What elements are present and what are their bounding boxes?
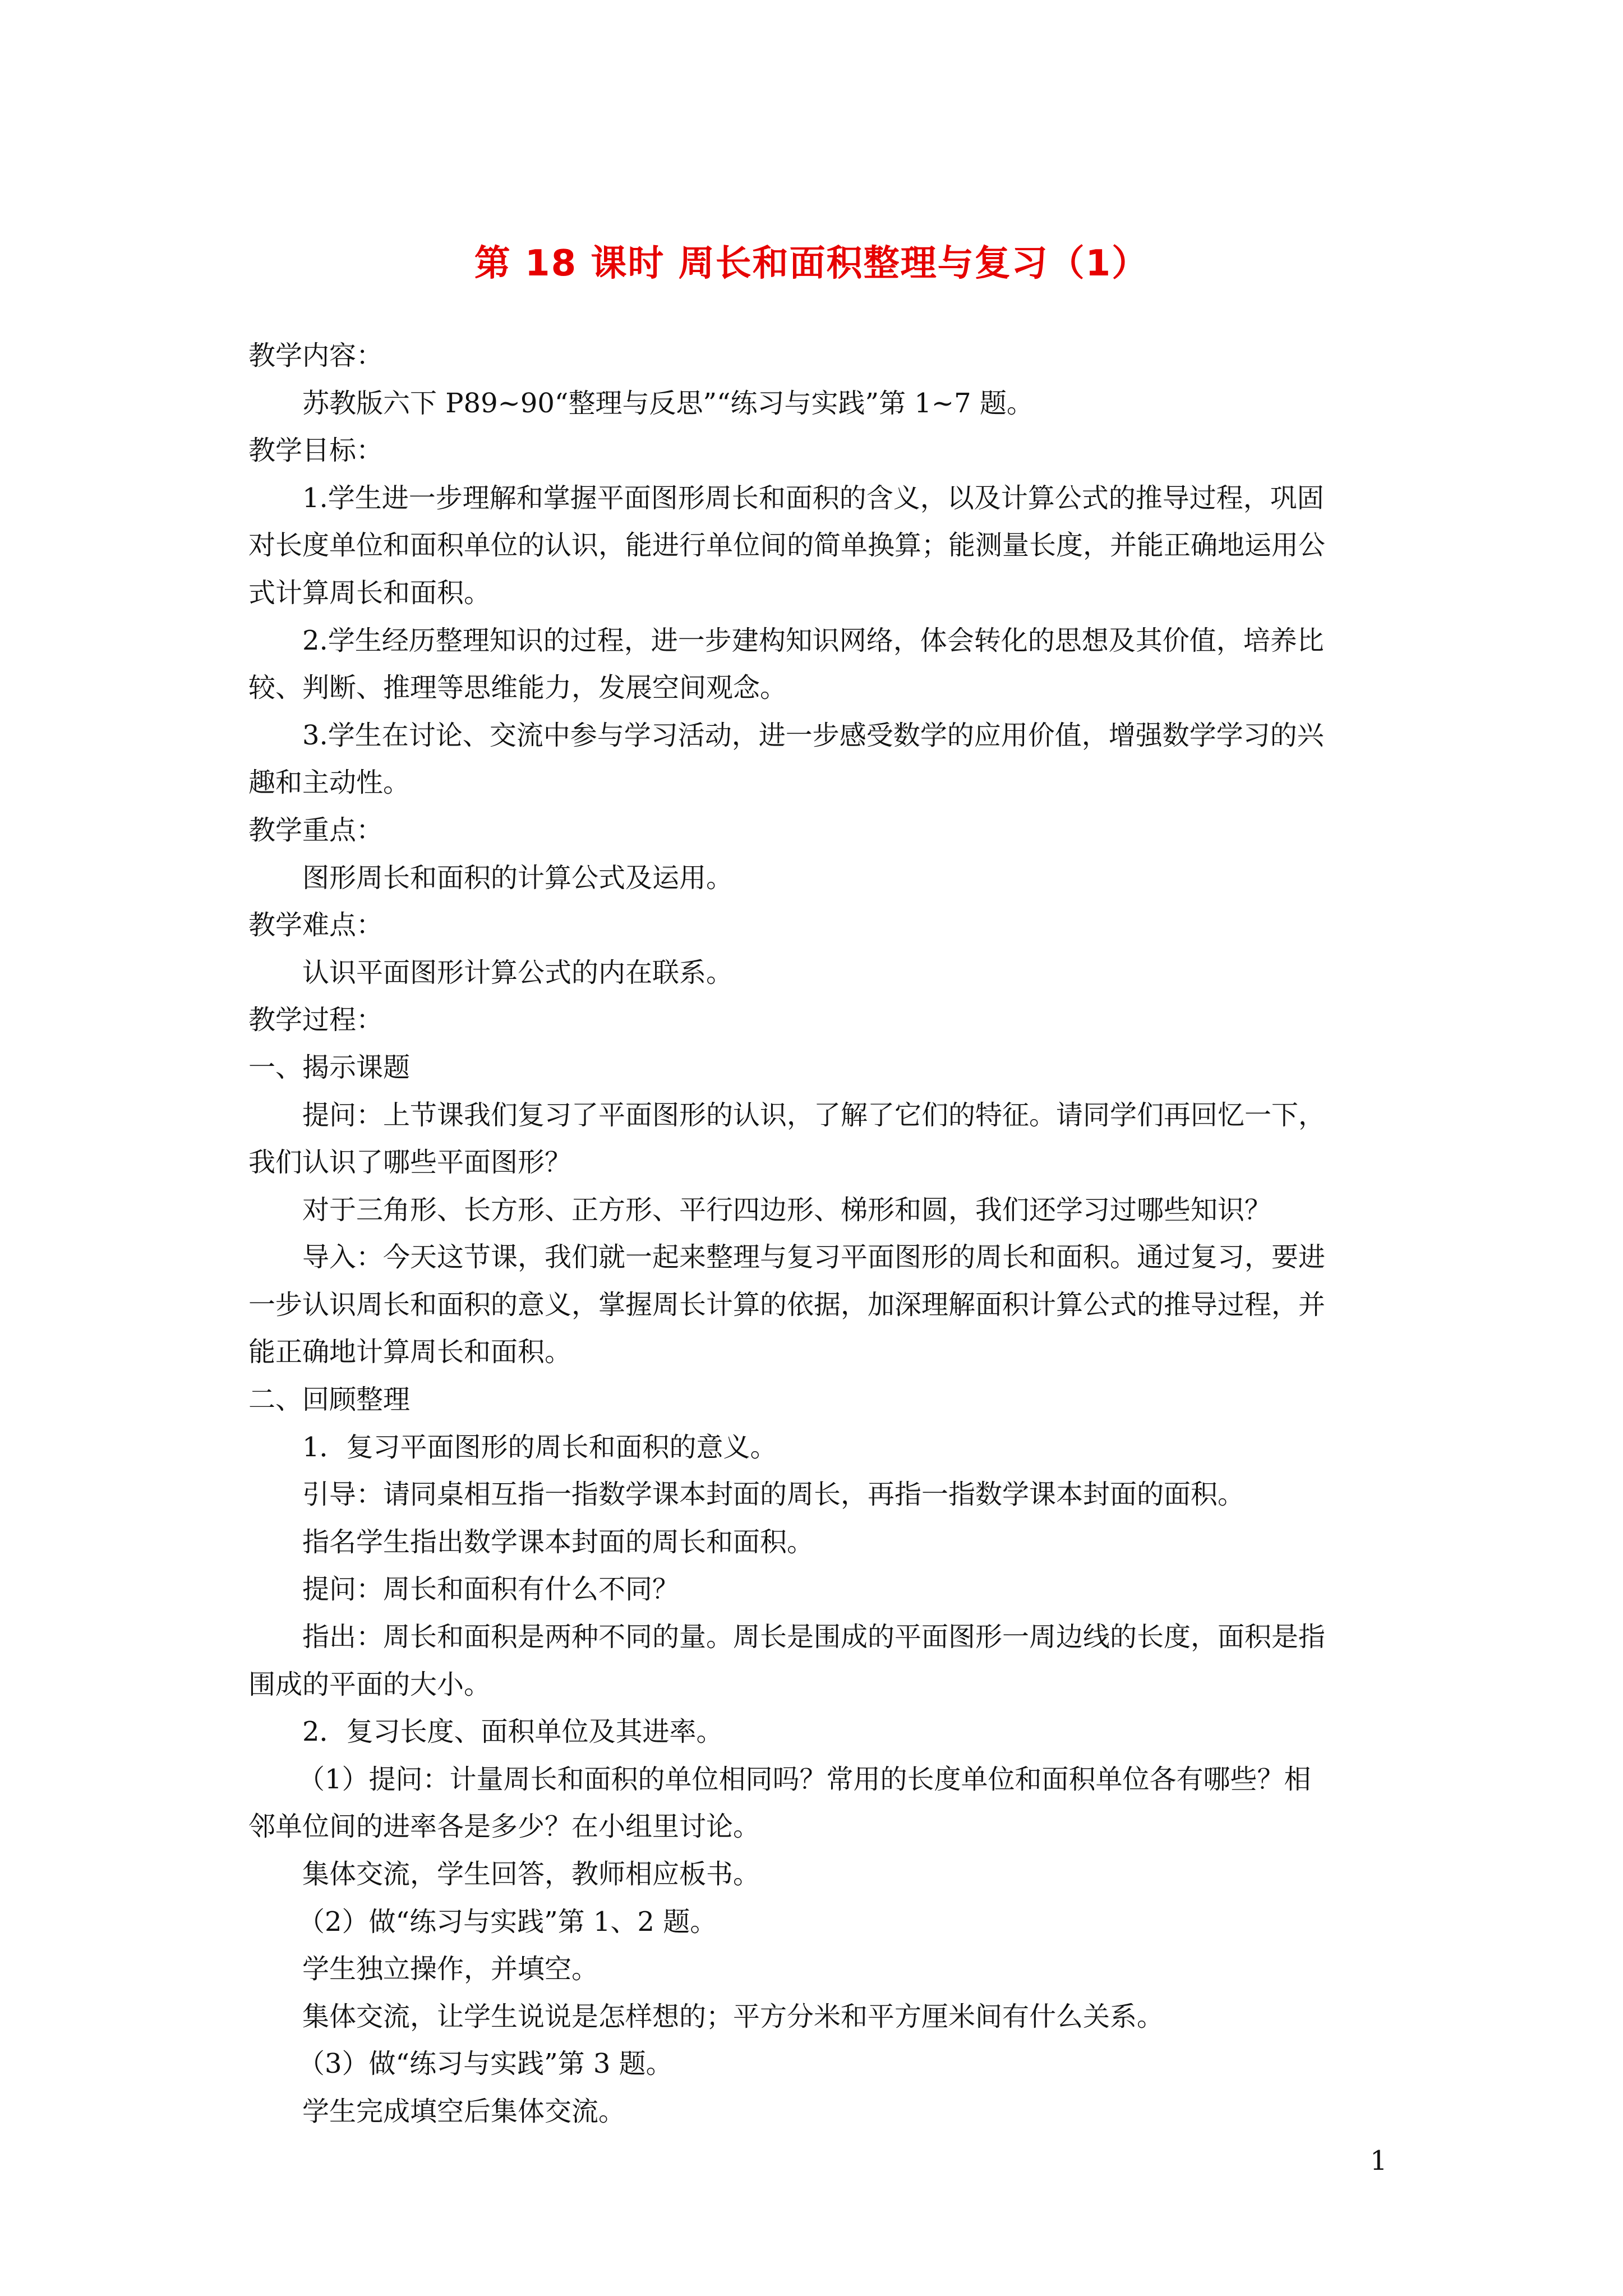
paragraph-line: 我们认识了哪些平面图形？ [248,1147,572,1179]
paragraph-line: 引导：请同桌相互指一指数学课本封面的周长，再指一指数学课本封面的面积。 [302,1479,1245,1511]
section-heading: 教学目标： [248,435,384,467]
section-heading: 教学难点： [248,909,384,941]
paragraph-line: 2.学生经历整理知识的过程，进一步建构知识网络，体会转化的思想及其价值，培养比 [302,624,1324,656]
paragraph-line: 指出：周长和面积是两种不同的量。周长是围成的平面图形一周边线的长度，面积是指 [302,1621,1326,1653]
paragraph-line: 集体交流，学生回答，教师相应板书。 [302,1858,760,1890]
paragraph-line: 趣和主动性。 [248,767,411,799]
section-heading: 教学内容： [248,340,384,371]
paragraph-line: 图形周长和面积的计算公式及运用。 [302,862,734,894]
document-title: 第 18 课时 周长和面积整理与复习（1） [474,243,1149,284]
paragraph-line: 能正确地计算周长和面积。 [248,1336,572,1368]
paragraph-line: 集体交流，让学生说说是怎样想的；平方分米和平方厘米间有什么关系。 [302,2000,1164,2032]
paragraph-line: 较、判断、推理等思维能力，发展空间观念。 [248,672,787,704]
paragraph-line: 围成的平面的大小。 [248,1668,491,1700]
paragraph-line: 认识平面图形计算公式的内在联系。 [302,956,734,988]
paragraph-line: 3.学生在讨论、交流中参与学习活动，进一步感受数学的应用价值，增强数学学习的兴 [302,719,1324,751]
paragraph-line: （2）做“练习与实践”第 1、2 题。 [298,1906,717,1938]
paragraph-line: 指名学生指出数学课本封面的周长和面积。 [302,1526,814,1558]
paragraph-line: 一步认识周长和面积的意义，掌握周长计算的依据，加深理解面积计算公式的推导过程，并 [248,1289,1326,1320]
paragraph-line: （1）提问：计量周长和面积的单位相同吗？常用的长度单位和面积单位各有哪些？相 [298,1763,1311,1795]
paragraph-line: 1.学生进一步理解和掌握平面图形周长和面积的含义，以及计算公式的推导过程，巩固 [302,482,1324,514]
paragraph-line: 2．复习长度、面积单位及其进率。 [302,1716,723,1748]
paragraph-line: 学生独立操作，并填空。 [302,1953,599,1985]
paragraph-line: 学生完成填空后集体交流。 [302,2095,626,2127]
paragraph-line: 邻单位间的进率各是多少？在小组里讨论。 [248,1811,760,1843]
section-heading: 教学重点： [248,814,384,846]
paragraph-line: 1．复习平面图形的周长和面积的意义。 [302,1431,777,1463]
paragraph-line: 提问：周长和面积有什么不同？ [302,1573,680,1605]
paragraph-line: 提问：上节课我们复习了平面图形的认识，了解了它们的特征。请同学们再回忆一下， [302,1099,1326,1131]
paragraph-line: 导入：今天这节课，我们就一起来整理与复习平面图形的周长和面积。通过复习，要进 [302,1241,1326,1273]
document-body [248,332,1393,2136]
section-heading: 教学过程： [248,1004,384,1036]
paragraph-line: 苏教版六下 P89~90“整理与反思”“练习与实践”第 1~7 题。 [302,387,1034,419]
paragraph-line: 对长度单位和面积单位的认识，能进行单位间的简单换算；能测量长度，并能正确地运用公 [248,530,1326,562]
section-heading: 二、回顾整理 [248,1384,411,1416]
paragraph-line: 对于三角形、长方形、正方形、平行四边形、梯形和圆，我们还学习过哪些知识？ [302,1194,1272,1226]
paragraph-line: （3）做“练习与实践”第 3 题。 [298,2048,673,2080]
paragraph-line: 式计算周长和面积。 [248,577,491,609]
section-heading: 一、揭示课题 [248,1051,411,1083]
page-number: 1 [1370,2145,1387,2177]
